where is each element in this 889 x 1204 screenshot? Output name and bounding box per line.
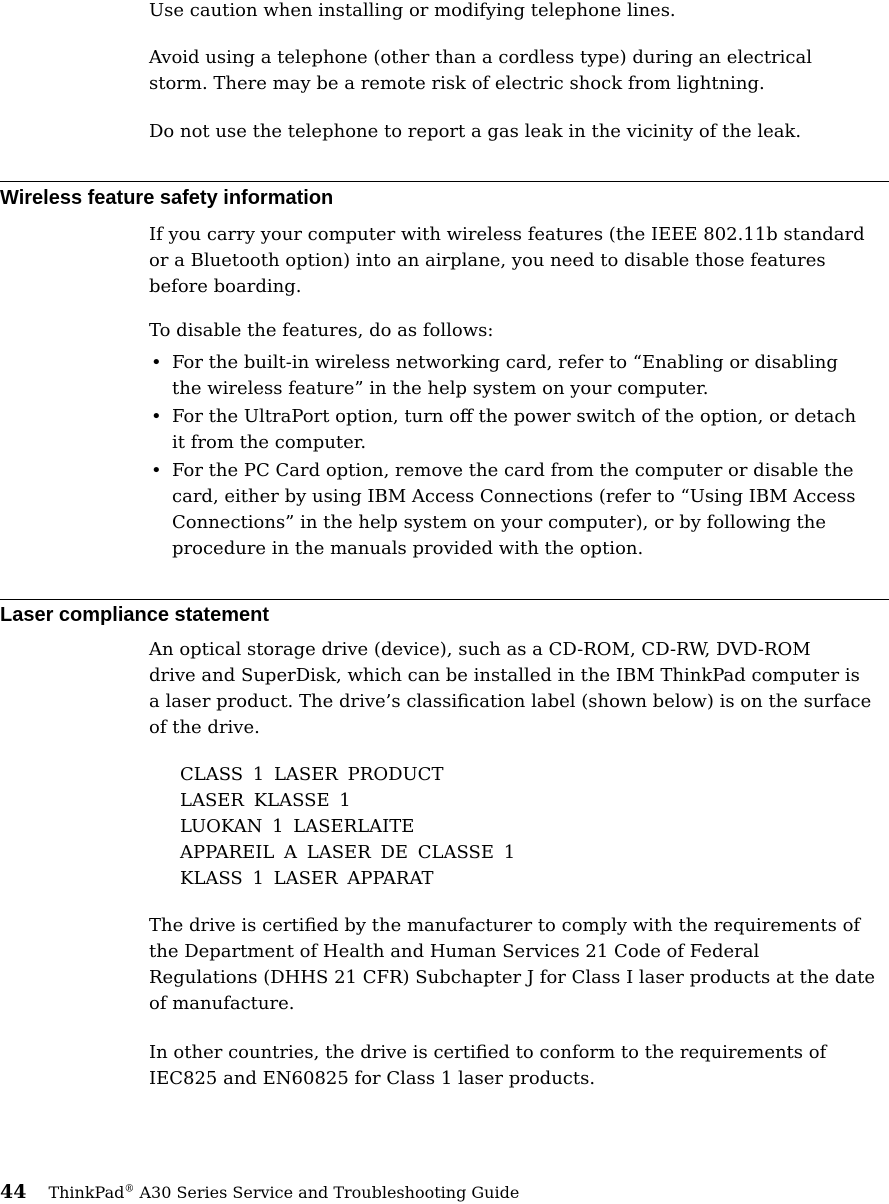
page-number: 44 [0,1181,27,1203]
wireless-bullet-list [149,350,889,562]
laser-classification-label: CLASS 1 LASER PRODUCT LASER KLASSE 1 LUOKAN 1 LASERLAITE APPAREIL A LASER DE CLASSE 1 KLASS 1 LASER APPARAT [180,764,516,889]
wireless-lead-paragraph: To disable the features, do as follows: [149,320,494,341]
caution-paragraph: Use caution when installing or modifying telephone lines. [149,0,676,21]
certification-paragraph: The drive is certified by the manufacturer to comply with the requirements of the Department of Health and Human Services 21 Code of Federal Regulations (DHHS 21 CFR) Subchapter J for Class I laser products at the date of manufacture. [149,915,875,1014]
section-divider [0,181,889,182]
section-divider [0,599,889,600]
bullet-mark: • [151,352,162,373]
list-item: • For the PC Card option, remove the card from the computer or disable the card, either by using IBM Access Connections (refer to “Using IBM Access Connections” in the help system on your computer), or by following the procedure in the manuals provided with the option. [151,460,856,559]
bullet-mark: • [151,406,162,427]
wireless-intro-paragraph: If you carry your computer with wireless features (the IEEE 802.11b standard or a Bluetooth option) into an airplane, you need to disable those features before boarding. [149,224,865,297]
list-item: • For the built-in wireless networking card, refer to “Enabling or disabling the wireless feature” in the help system on your computer. [151,352,838,399]
other-countries-paragraph: In other countries, the drive is certified to conform to the requirements of IEC825 and EN60825 for Class 1 laser products. [149,1042,827,1089]
list-item: • For the UltraPort option, turn off the power switch of the option, or detach it from the computer. [151,406,857,453]
laser-intro-paragraph: An optical storage drive (device), such as a CD-ROM, CD-RW, DVD-ROM drive and SuperDisk, which can be installed in the IBM ThinkPad computer is a laser product. The drive’s classification label (shown below) is on the surface of the drive. [149,639,872,738]
storm-paragraph: Avoid using a telephone (other than a cordless type) during an electrical storm. There may be a remote risk of electric shock from lightning. [149,47,812,94]
gas-leak-paragraph: Do not use the telephone to report a gas leak in the vicinity of the leak. [149,121,802,142]
page-footer [0,1181,519,1204]
wireless-section-heading: Wireless feature safety information [0,187,334,209]
book-title: ThinkPad® A30 Series Service and Troubleshooting Guide [48,1183,520,1202]
laser-section-heading: Laser compliance statement [0,604,269,626]
registered-mark: ® [124,1183,135,1195]
bullet-mark: • [151,460,162,481]
